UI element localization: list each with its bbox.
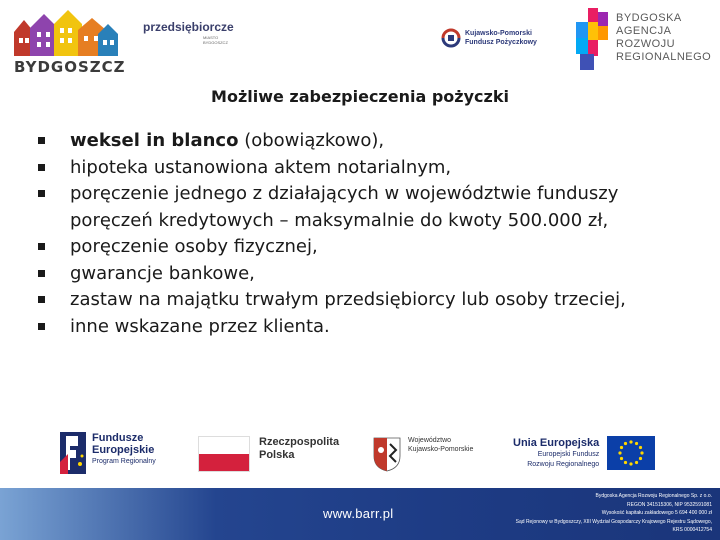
slide-title: Możliwe zabezpieczenia pożyczki bbox=[211, 87, 509, 106]
bullet-square-icon bbox=[38, 296, 45, 303]
przedsiebiorcze-logo bbox=[143, 20, 234, 45]
list-item-text-continued: poręczeń kredytowych – maksymalnie do kwoty 500.000 zł, bbox=[70, 209, 609, 231]
bullet-square-icon bbox=[38, 323, 45, 330]
list-item bbox=[38, 261, 708, 288]
company-info bbox=[516, 492, 712, 535]
kp-fund-mark-icon bbox=[440, 28, 462, 48]
barr-line-3: ROZWOJU bbox=[616, 38, 676, 50]
header bbox=[0, 0, 720, 80]
list-item bbox=[38, 234, 708, 261]
fe-line-3: Program Regionalny bbox=[92, 458, 156, 465]
footer-bar bbox=[0, 488, 720, 540]
fe-line-1: Fundusze bbox=[92, 432, 144, 444]
barr-mark-icon bbox=[576, 8, 608, 70]
bullet-square-icon bbox=[38, 270, 45, 277]
company-info-line-1: Bydgoska Agencja Rozwoju Regionalnego Sp. z o.o. bbox=[595, 493, 712, 499]
list-item bbox=[38, 181, 708, 234]
przedsiebiorcze-sub-1: MIASTO bbox=[203, 35, 219, 40]
list-item-text: zastaw na majątku trwałym przedsiębiorcy lub osoby trzeciej, bbox=[70, 289, 626, 310]
barr-line-1: BYDGOSKA bbox=[616, 12, 682, 24]
list-item-bold: weksel in blanco bbox=[70, 130, 239, 151]
barr-line-2: AGENCJA bbox=[616, 25, 672, 37]
company-info-line-3: Wysokość kapitału zakładowego 5 694 400 000 zł bbox=[601, 510, 712, 516]
bullet-square-icon bbox=[38, 190, 45, 197]
bullet-square-icon bbox=[38, 164, 45, 171]
wojewodztwo-logo bbox=[372, 436, 473, 472]
fundusze-europejskie-logo bbox=[60, 432, 156, 474]
kp-fund-line-2: Fundusz Pożyczkowy bbox=[465, 39, 537, 46]
poland-flag-icon bbox=[198, 436, 250, 472]
fe-line-2: Europejskie bbox=[92, 444, 155, 456]
kp-fund-logo bbox=[440, 28, 537, 48]
wk-line-2: Kujawsko-Pomorskie bbox=[408, 446, 474, 453]
bydgoszcz-logo bbox=[10, 8, 126, 76]
list-item-text: (obowiązkowo), bbox=[238, 130, 385, 151]
list-item bbox=[38, 314, 708, 341]
company-info-line-4: Sąd Rejonowy w Bydgoszczy, XIII Wydział Gospodarczy Krajowego Rejestru Sądowego, bbox=[515, 518, 712, 525]
list-item-text: poręczenie jednego z działających w województwie funduszy bbox=[70, 183, 619, 204]
przedsiebiorcze-name: przedsiębiorcze bbox=[143, 20, 234, 34]
list-item-text: gwarancje bankowe, bbox=[70, 262, 255, 284]
list-item-text: poręczenie osoby fizycznej, bbox=[70, 236, 318, 257]
security-list bbox=[38, 128, 708, 340]
kp-fund-line-1: Kujawsko-Pomorski bbox=[465, 30, 532, 37]
company-info-line-5: KRS 0000412754 bbox=[672, 527, 712, 533]
bullet-square-icon bbox=[38, 137, 45, 144]
bydgoszcz-word: BYDGOSZCZ bbox=[14, 58, 126, 76]
przedsiebiorcze-sub-2: BYDGOSZCZ bbox=[203, 40, 228, 45]
ue-line-1: Unia Europejska bbox=[513, 437, 600, 449]
rzeczpospolita-polska-logo bbox=[198, 436, 339, 472]
company-info-line-2: REGON 341515306, NIP 9532591081 bbox=[627, 501, 712, 508]
list-item bbox=[38, 155, 708, 182]
barr-line-4: REGIONALNEGO bbox=[616, 51, 712, 63]
rp-line-2: Polska bbox=[259, 449, 295, 461]
fundusze-europejskie-mark-icon bbox=[60, 432, 86, 474]
rp-line-1: Rzeczpospolita bbox=[259, 436, 340, 448]
list-item-text: hipoteka ustanowiona aktem notarialnym, bbox=[70, 156, 452, 178]
website-link[interactable]: www.barr.pl bbox=[323, 506, 394, 521]
ue-line-3: Rozwoju Regionalnego bbox=[527, 461, 600, 468]
list-item-text: inne wskazane przez klienta. bbox=[70, 315, 330, 337]
unia-europejska-logo bbox=[513, 436, 655, 470]
kujawsko-pomorskie-coat-of-arms-icon bbox=[372, 436, 402, 472]
eu-flag-icon bbox=[607, 436, 655, 470]
bydgoszcz-houses-icon bbox=[10, 8, 122, 60]
eu-stars-icon bbox=[607, 436, 655, 470]
funding-logos bbox=[0, 430, 720, 480]
list-item bbox=[38, 287, 708, 314]
ue-line-2: Europejski Fundusz bbox=[537, 451, 600, 458]
list-item bbox=[38, 128, 708, 155]
barr-logo bbox=[576, 8, 711, 70]
bullet-square-icon bbox=[38, 243, 45, 250]
wk-line-1: Województwo bbox=[408, 437, 452, 444]
